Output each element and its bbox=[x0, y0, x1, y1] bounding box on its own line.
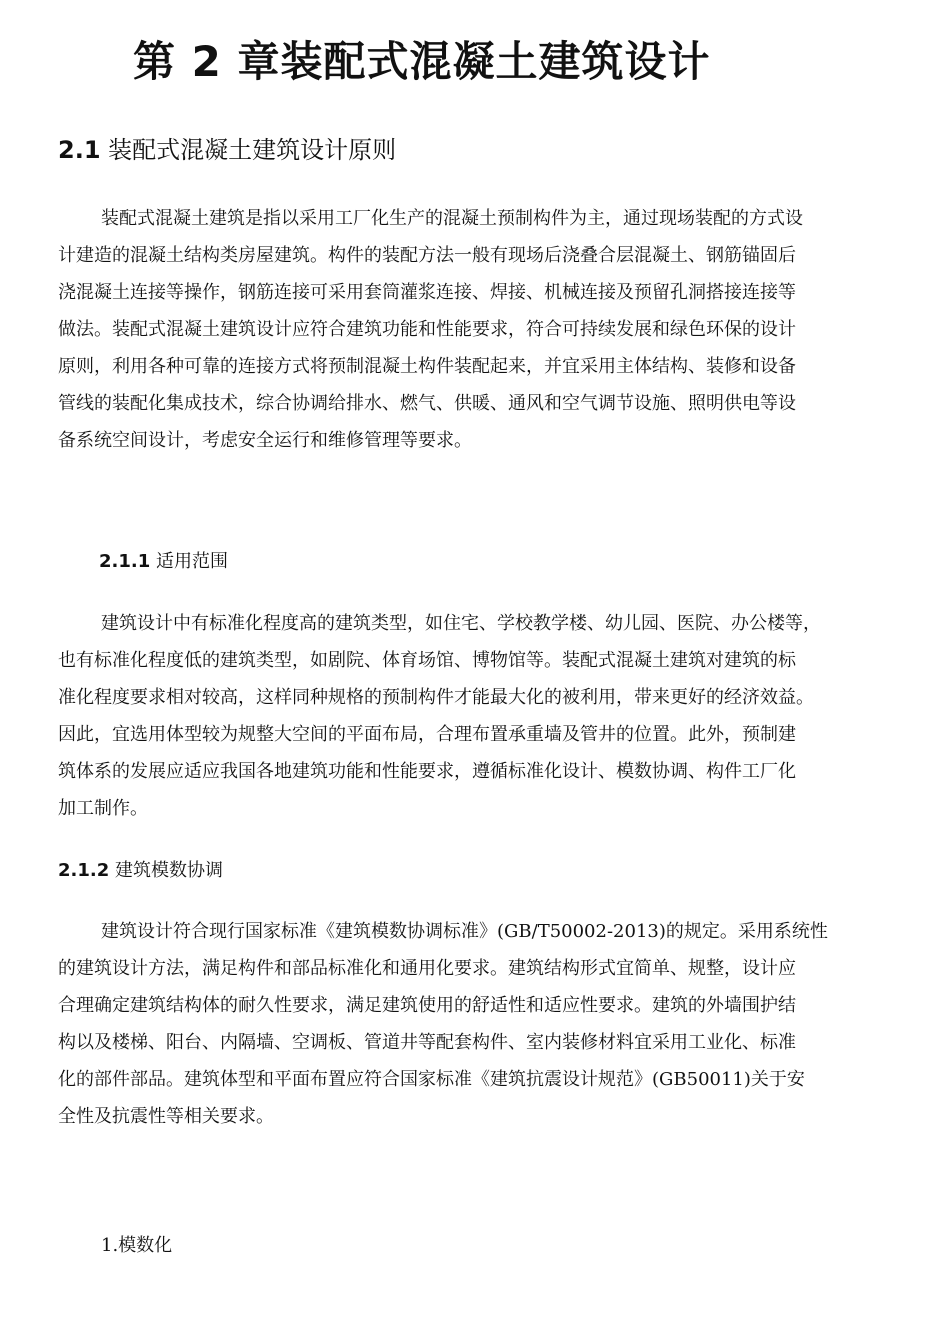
paragraph-line: 准化程度要求相对较高，这样同种规格的预制构件才能最大化的被利用，带来更好的经济效益。 bbox=[58, 687, 814, 708]
subsection-title-text: 建筑模数协调 bbox=[114, 860, 223, 881]
paragraph-line: 浇混凝土连接等操作，钢筋连接可采用套筒灌浆连接、焊接、机械连接及预留孔洞搭接连接等 bbox=[58, 282, 796, 303]
subsection-title-modular bbox=[58, 857, 223, 885]
paragraph-line: 筑体系的发展应适应我国各地建筑功能和性能要求，遵循标准化设计、模数协调、构件工厂化 bbox=[58, 761, 796, 782]
paragraph-line: 做法。装配式混凝土建筑设计应符合建筑功能和性能要求，符合可持续发展和绿色环保的设计 bbox=[58, 319, 796, 340]
section-title-text: 装配式混凝土建筑设计原则 bbox=[108, 136, 397, 164]
paragraph-line: 建筑设计符合现行国家标准《建筑模数协调标准》(GB/T50002-2013)的规定。采用系统性 bbox=[101, 921, 828, 942]
paragraph-line: 装配式混凝土建筑是指以采用工厂化生产的混凝土预制构件为主，通过现场装配的方式设 bbox=[101, 208, 803, 229]
paragraph-line: 合理确定建筑结构体的耐久性要求，满足建筑使用的舒适性和适应性要求。建筑的外墙围护结 bbox=[58, 995, 796, 1016]
paragraph-line: 加工制作。 bbox=[58, 798, 148, 819]
subsection-number: 2.1.1 bbox=[99, 551, 151, 572]
list-item-modularization: 1.模数化 bbox=[101, 1235, 173, 1256]
paragraph-line: 计建造的混凝土结构类房屋建筑。构件的装配方法一般有现场后浇叠合层混凝土、钢筋锚固后 bbox=[58, 245, 796, 266]
paragraph-line: 构以及楼梯、阳台、内隔墙、空调板、管道井等配套构件、室内装修材料宜采用工业化、标准 bbox=[58, 1032, 796, 1053]
paragraph-line: 的建筑设计方法，满足构件和部品标准化和通用化要求。建筑结构形式宜简单、规整，设计应 bbox=[58, 958, 796, 979]
paragraph-line: 也有标准化程度低的建筑类型，如剧院、体育场馆、博物馆等。装配式混凝土建筑对建筑的标 bbox=[58, 650, 796, 671]
paragraph-line: 备系统空间设计，考虑安全运行和维修管理等要求。 bbox=[58, 430, 472, 451]
paragraph-line: 全性及抗震性等相关要求。 bbox=[58, 1106, 274, 1127]
chapter-title: 第 2 章装配式混凝土建筑设计 bbox=[133, 37, 711, 86]
paragraph-line: 原则，利用各种可靠的连接方式将预制混凝土构件装配起来，并宜采用主体结构、装修和设备 bbox=[58, 356, 796, 377]
section-number: 2.1 bbox=[58, 136, 101, 164]
paragraph-line: 化的部件部品。建筑体型和平面布置应符合国家标准《建筑抗震设计规范》(GB50011)关于安 bbox=[58, 1069, 805, 1090]
intro-paragraph bbox=[58, 200, 902, 459]
subsection-number: 2.1.2 bbox=[58, 860, 110, 881]
paragraph-line: 因此，宜选用体型较为规整大空间的平面布局，合理布置承重墙及管井的位置。此外，预制建 bbox=[58, 724, 796, 745]
section-title bbox=[58, 132, 396, 168]
scope-paragraph bbox=[58, 605, 902, 827]
paragraph-line: 建筑设计中有标准化程度高的建筑类型，如住宅、学校教学楼、幼儿园、医院、办公楼等， bbox=[101, 613, 821, 634]
subsection-title-text: 适用范围 bbox=[155, 551, 228, 572]
paragraph-line: 管线的装配化集成技术，综合协调给排水、燃气、供暖、通风和空气调节设施、照明供电等设 bbox=[58, 393, 796, 414]
modular-paragraph bbox=[58, 913, 902, 1135]
subsection-title-scope bbox=[99, 548, 228, 576]
